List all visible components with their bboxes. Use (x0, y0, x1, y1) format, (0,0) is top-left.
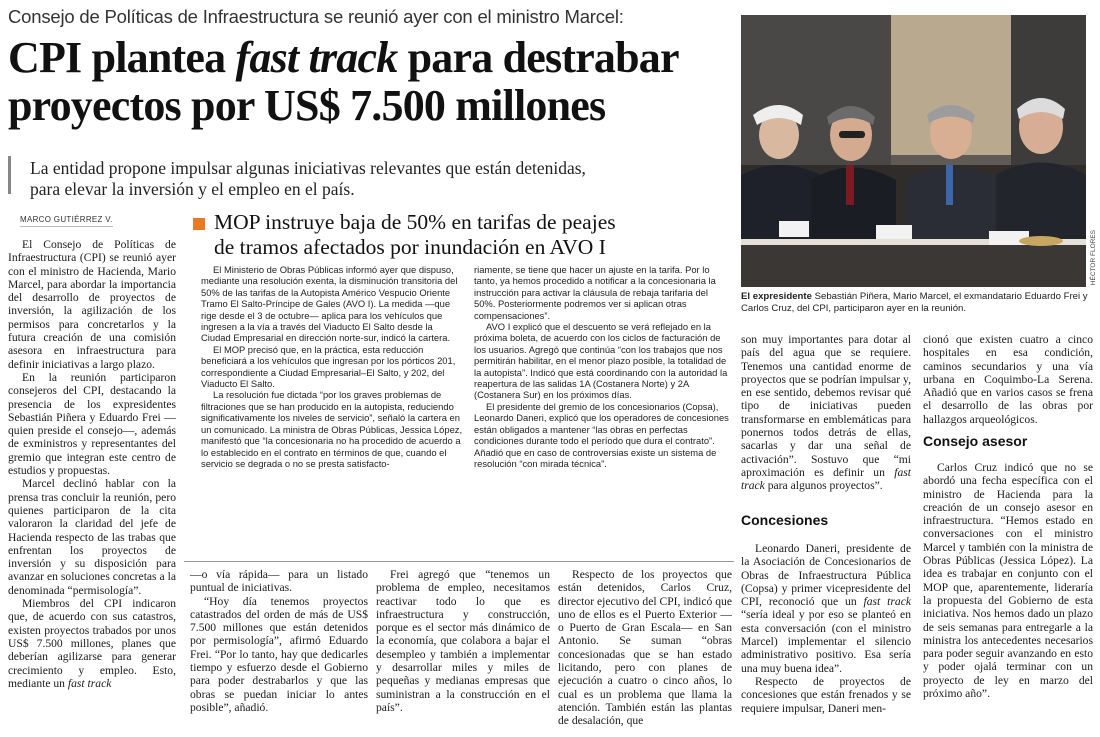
deck-line1: La entidad propone impulsar algunas iniciativas relevantes que están detenidas, (30, 158, 586, 178)
col4-paragraph: Respecto de los proyectos que están detenidos, Carlos Cruz, director ejecutivo del CPI, indicó que uno de ellos es el Puerto Exterior —o Puerto de Gran Escala— en San Antonio. Se suman “obras concesionadas que se han estado licitando, pero con planes de ejecución a cuatro o cinco años, lo cual es un problema que llama la atención. También están las plantas de desalación, que (558, 568, 732, 728)
box-paragraph: El MOP precisó que, en la práctica, esta reducción beneficiará a los vehículos que ingresan por los pórticos 201, correspondiente a Ciudad Empresarial–El Salto, y 202, del Viaducto El Salto. (201, 343, 456, 390)
subhead-consejo-asesor: Consejo asesor (923, 433, 1028, 449)
col6-paragraph: cionó que existen cuatro a cinco hospitales en esa condición, caminos secundarios y una vía urbana en Coquimbo-La Serena. Añadió que en varios casos se frena el desarrollo de las obras por hallazgos arqueológicos. (923, 333, 1093, 426)
col5-paragraph: Leonardo Daneri, presidente de la Asociación de Concesionarios de Obras de Infraestructura Pública (Copsa) y primer vicepresidente del CPI, reconoció que un fast track “sería ideal y por eso se planteó en esta conversación (con el ministro Marcel) implementar el silencio administrativo positivo. Esa sería una muy buena idea”. (741, 542, 911, 675)
deck-line2: para elevar la inversión y el empleo en el país. (30, 179, 355, 199)
box-paragraph: AVO I explicó que el descuento se verá reflejado en la próxima boleta, de acuerdo con los ciclos de facturación de los usuarios. Agregó que continúa “con los trabajos que nos permitirán habilitar, en el menor plazo posible, la totalidad de la autopista”. Indicó que está coordinando con la autoridad la reapertura de las salidas 1A (Costanera Norte) y 2A (Costanera Sur) en los próximos días. (474, 321, 728, 401)
byline: MARCO GUTIÉRREZ V. (20, 215, 113, 227)
box-paragraph: riamente, se tiene que hacer un ajuste en la tarifa. Por lo tanto, ya hemos procedido a notificar a la concesionaria la instrucción para activar la cláusula de rebaja tarifaria del 50%. Posteriormente podremos ver si aplican otras compensaciones”. (474, 264, 716, 321)
column-4 (558, 568, 732, 728)
col1-paragraph: Marcel declinó hablar con la prensa tras concluir la reunión, pero quienes participaron de la cita valoraron la claridad del jefe de Hacienda respecto de las trabas que enfrentan los proyectos de inversión y su disposición para avanzar en soluciones concretas a la denominada “permisología”. (8, 477, 176, 597)
box-title (214, 210, 734, 260)
headline-italic: fast track (235, 33, 398, 82)
box-column-1 (201, 264, 463, 469)
box-paragraph: El Ministerio de Obras Públicas informó ayer que dispuso, mediante una resolución exenta, la disminución transitoria del 50% de las tarifas de la Autopista Américo Vespucio Oriente Tramo El Salto-Príncipe de Gales (AVO I). La medida —que rige desde el 3 de octubre— aplica para los vehículos que ingresen a la vía a través del Viaducto El Salto desde la Ciudad Empresarial en dirección norte-sur, indicó la cartera. (201, 264, 458, 344)
box-title-line1: MOP instruye baja de 50% en tarifas de peajes (214, 210, 616, 234)
box-divider (184, 561, 734, 562)
column-3 (376, 568, 550, 714)
col1-paragraph: Miembros del CPI indicaron que, de acuerdo con sus catastros, existen proyectos trabados por unos US$ 7.500 millones, planes que deberían agilizarse para generar crecimiento y empleo. Esto, mediante un fast track (8, 597, 176, 690)
photo-caption (741, 291, 1093, 315)
meeting-photo (741, 15, 1086, 287)
subhead-concesiones: Concesiones (741, 512, 829, 528)
headline-part2: para destrabar (397, 33, 679, 82)
col5-paragraph: Respecto de proyectos de concesiones que están frenados y se requiere impulsar, Daneri men- (741, 674, 911, 715)
caption-text: Sebastián Piñera, Mario Marcel, el exmandatario Eduardo Frei y Carlos Cruz, del CPI, participaron ayer en la reunión. (741, 291, 1088, 314)
col1-paragraph: En la reunión participaron consejeros del CPI, destacando la presencia de los expresidentes Sebastián Piñera y Eduardo Frei —quien preside el consejo—, además de exministros y representantes del gremio que integran este centro de estudios y propuestas. (8, 370, 176, 478)
box-title-line2: de tramos afectados por inundación en AVO I (214, 235, 606, 259)
col2-paragraph: —o vía rápida— para un listado puntual de iniciativas. (190, 568, 368, 595)
caption-bold: El expresidente (741, 291, 812, 302)
column-6b (923, 461, 1093, 700)
column-2 (190, 568, 368, 714)
box-paragraph: La resolución fue dictada “por los graves problemas de filtraciones que se han producido en la autopista, reduciendo significativamente los niveles de servicio”, señaló la cartera en un comunicado. La ministra de Obras Públicas, Jessica López, manifestó que “la concesionaria no ha procedido de acuerdo a lo establecido en el contrato en términos de que, cuando el servicio se degrada o no se presta satisfacto- (201, 389, 463, 469)
column-5b (741, 542, 911, 715)
headline (8, 34, 733, 130)
meeting-photo-illustration (741, 15, 1086, 287)
col2-paragraph: “Hoy día tenemos proyectos catastrados del orden de más de US$ 7.500 millones que están detenidos por permisología”, afirmó Eduardo Frei. “Por lo tanto, hay que dedicarles tiempo y esfuerzo desde el Gobierno para poder destrabarlos y que las obras se puedan iniciar lo antes posible”, añadió. (190, 594, 368, 714)
col1-paragraph: El Consejo de Políticas de Infraestructura (CPI) se reunió ayer con el ministro de Hacienda, Mario Marcel, para abordar la importancia del desarrollo de proyectos de inversión, la agilización de los permisos para concretarlos y la futura creación de una comisión asesora en infraestructura para definir iniciativas a largo plazo. (8, 238, 176, 371)
col3-paragraph: Frei agregó que “tenemos un problema de empleo, necesitamos reactivar todo lo que es infraestructura y construcción, porque es el sector más dinámico de la economía, que colabora a bajar el desempleo y también a implementar y desarrollar miles y miles de pequeñas y medianas empresas que suministran a la construcción en el país”. (376, 568, 550, 714)
photo-credit: HÉCTOR FLORES (1090, 230, 1097, 286)
deck-rule (8, 156, 11, 194)
column-5 (741, 333, 911, 493)
col6-paragraph: Carlos Cruz indicó que no se abordó una fecha específica con el ministro de Hacienda para la creación de un consejo asesor en infraestructura. “Hemos estado en conversaciones con el ministro Marcel y también con la ministra de Obras Públicas (Jessica López). La idea es trabajar en conjunto con el MOP que, aparentemente, lideraría la propuesta del Gobierno de esta iniciativa. Nos hemos dado un plazo de seis semanas para entregarle a la ministra los antecedentes necesarios para poder seguir avanzando en esto y poder ojalá terminar con un proyecto de ley en marzo del próximo año”. (923, 461, 1093, 701)
box-column-2 (474, 264, 730, 469)
box-paragraph: El presidente del gremio de los concesionarios (Copsa), Leonardo Daneri, explicó que los operadores de concesiones están obligados a mantener “las obras en perfectas condiciones durante todo el período que dura el contrato”. Añadió que en caso de controversias existe un sistema de resolución “con mirada técnica”. (474, 400, 729, 469)
box-marker-icon (193, 218, 205, 230)
col5-paragraph: son muy importantes para dotar al país del agua que se requiere. Tenemos una cantidad enorme de proyectos que se podrían impulsar y, en ese sentido, debemos revisar qué tipo de iniciativas pueden transformarse en emblemáticas para ponernos todos detrás de ellas, sacarlas y dar una señal de activación”. Sostuvo que “mi aproximación es definir un fast track para algunos proyectos”. (741, 333, 911, 493)
headline-line2: proyectos por US$ 7.500 millones (8, 81, 606, 130)
kicker: Consejo de Políticas de Infraestructura se reunió ayer con el ministro Marcel: (8, 6, 624, 27)
column-6 (923, 333, 1093, 426)
deck (30, 158, 730, 200)
column-1 (8, 238, 176, 690)
headline-part1: CPI plantea (8, 33, 236, 82)
